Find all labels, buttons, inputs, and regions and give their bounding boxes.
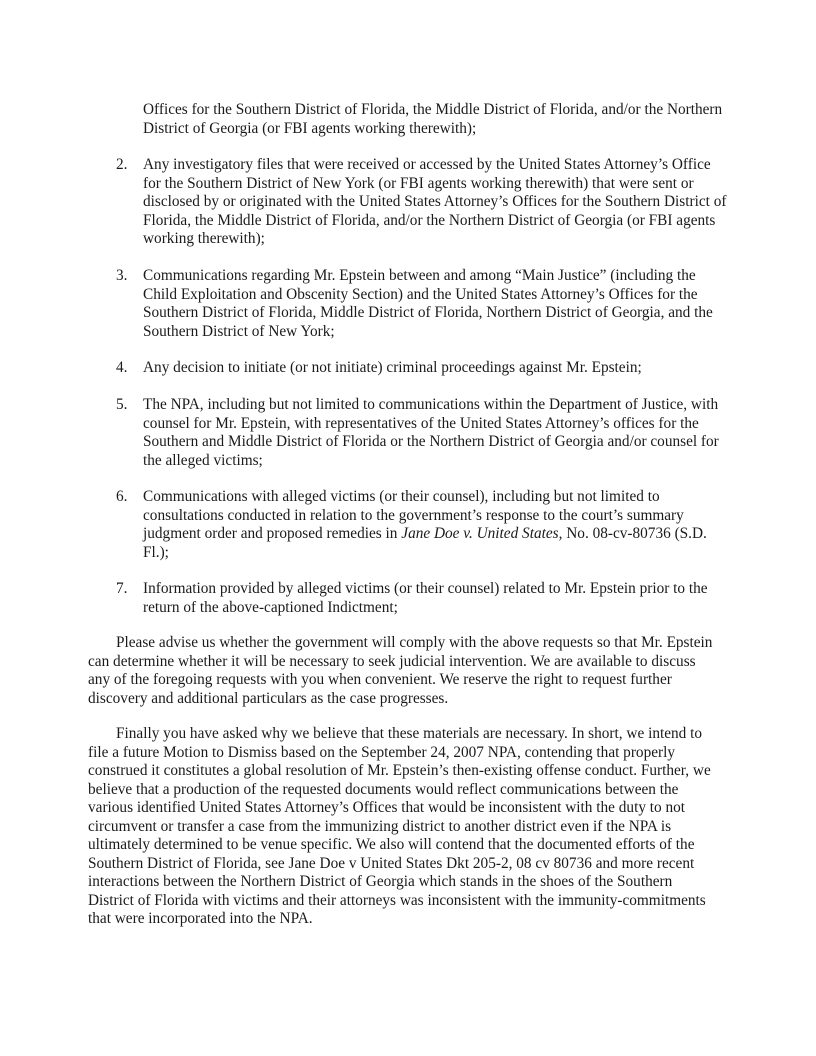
continuation-text: Offices for the Southern District of Florida, the Middle District of Florida, and/or the Northern District of Georgia (or FBI agents working therewith); [143, 101, 723, 137]
list-item-text-after: No. 08-cv-80736 (S.D. Fl.); [143, 525, 707, 561]
list-item-5 [116, 396, 728, 470]
list-item-text: Communications regarding Mr. Epstein between and among “Main Justice” (including the Child Exploitation and Obscenity Section) and the United States Attorney’s Offices for the Southern District of Florida, Middle District of Florida, Northern District of Georgia, and the Southern District of New York; [143, 267, 713, 340]
paragraph-reasoning: Finally you have asked why we believe that these materials are necessary. In short, we intend to file a future Motion to Dismiss based on the September 24, 2007 NPA, contending that properly construed it constitutes a global resolution of Mr. Epstein’s then-existing offense conduct. Further, we believe that a production of the requested documents would reflect communications between the various identified United States Attorney’s Offices that would be inconsistent with the duty to not circumvent or transfer a case from the immunizing district to another district even if the NPA is ultimately determined to be venue specific. We also will contend that the documented efforts of the Southern District of Florida, see Jane Doe v United States Dkt 205-2, 08 cv 80736 and more recent interactions between the Northern District of Georgia which stands in the shoes of the Southern District of Florida with victims and their attorneys was inconsistent with the immunity-commitments that were incorporated into the NPA. [88, 725, 711, 927]
list-item-text [143, 488, 728, 562]
list-number: 5. [116, 396, 128, 413]
list-number: 3. [116, 267, 128, 284]
list-number: 6. [116, 488, 128, 505]
list-item-text: Information provided by alleged victims (or their counsel) related to Mr. Epstein prior to the return of the above-captioned Indictment; [143, 580, 708, 616]
list-item-text: The NPA, including but not limited to communications within the Department of Justice, with counsel for Mr. Epstein, with representatives of the United States Attorney’s offices for the Southern and Middle District of Florida or the Northern District of Georgia and/or counsel for the alleged victims; [143, 396, 719, 469]
list-item-text-before: Communications with alleged victims (or their counsel), including but not limited to consultations conducted in relation to the government’s response to the court’s summary judgment order and proposed remedies in [143, 488, 684, 542]
list-number: 7. [116, 580, 128, 597]
list-item-text: Any investigatory files that were received or accessed by the United States Attorney’s Office for the Southern District of New York (or FBI agents working therewith) that were sent or disclosed by or originated with the United States Attorney’s Offices for the Southern District of Florida, the Middle District of Florida, and/or the Northern District of Georgia (or FBI agents working therewith); [143, 156, 727, 247]
list-item-3 [116, 267, 728, 341]
list-item-2 [116, 156, 728, 249]
list-item-6 [116, 488, 728, 562]
list-number: 2. [116, 156, 128, 173]
list-item-7 [116, 580, 728, 617]
list-item-4 [116, 359, 728, 378]
paragraph-comply-request: Please advise us whether the government will comply with the above requests so that Mr. Epstein can determine whether it will be necessary to seek judicial intervention. We are available to discuss any of the foregoing requests with you when convenient. We reserve the right to request further discovery and additional particulars as the case progresses. [88, 634, 713, 707]
case-name-citation: Jane Doe v. United States, [401, 525, 563, 542]
list-item-text: Any decision to initiate (or not initiate) criminal proceedings against Mr. Epstein; [143, 359, 642, 376]
list-number: 4. [116, 359, 128, 376]
